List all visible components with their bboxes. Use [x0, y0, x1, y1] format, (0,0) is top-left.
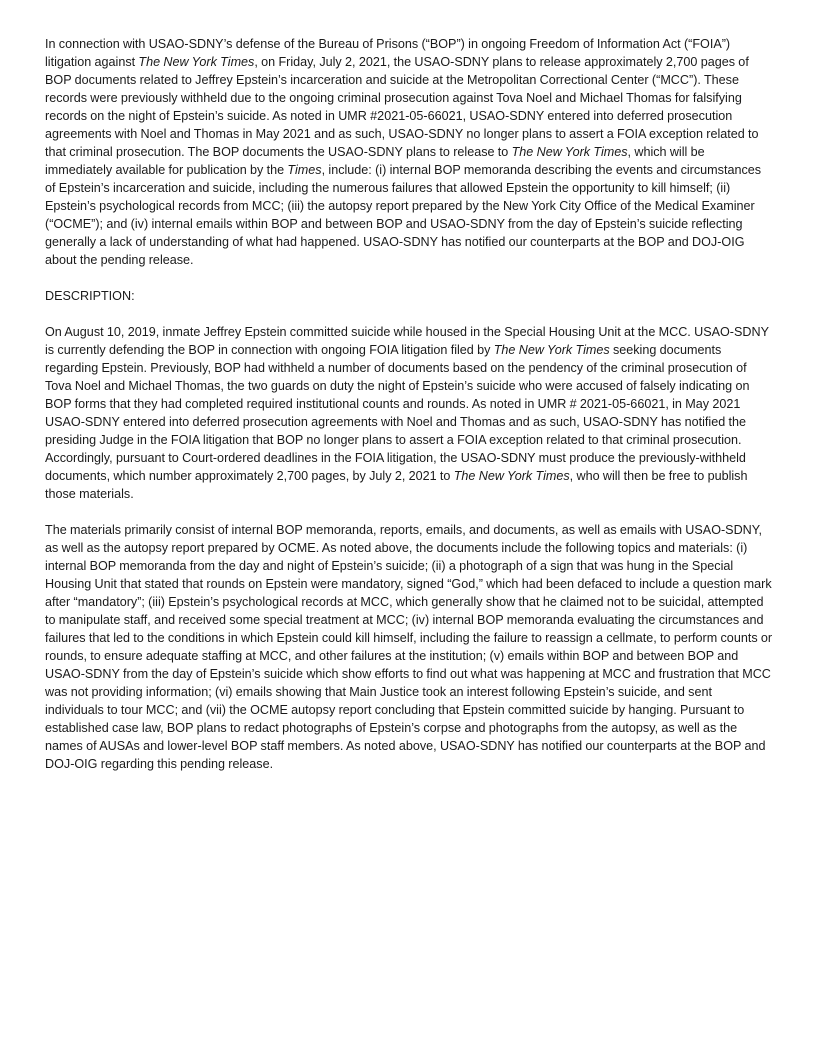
paragraph-text: , who will then be free to publish those materials.	[45, 469, 748, 501]
italic-title-text: Times	[287, 163, 322, 177]
paragraph-text: , on Friday, July 2, 2021, the USAO-SDNY plans to release approximately 2,700 pages of BOP documents related to Jeffrey Epstein’s incarceration and suicide at the Metropolitan Correctional Center (“MCC”). These records were previously withheld due to the ongoing criminal prosecution against Tova Noel and Michael Thomas for falsifying records on the night of Epstein’s suicide. As noted in UMR #2021-05-66021, USAO-SDNY entered into deferred prosecution agreements with Noel and Thomas in May 2021 and as such, USAO-SDNY no longer plans to assert a FOIA exception related to that criminal prosecution. The BOP documents the USAO-SDNY plans to release to	[45, 55, 759, 159]
paragraph-text: In connection with USAO-SDNY’s defense of the Bureau of Prisons (“BOP”) in ongoing Freedom of Information Act (“FOIA”) litigation against	[45, 37, 731, 69]
paragraph-text: , which will be immediately available for publication by the	[45, 145, 705, 177]
intro-paragraph	[45, 35, 773, 269]
paragraph-text: , include: (i) internal BOP memoranda describing the events and circumstances of Epstein’s incarceration and suicide, including the numerous failures that allowed Epstein the opportunity to kill himself; (ii) Epstein’s psychological records from MCC; (iii) the autopsy report prepared by the New York City Office of the Medical Examiner (“OCME”); and (iv) internal emails within BOP and between BOP and USAO-SDNY from the day of Epstein’s suicide reflecting generally a lack of understanding of what had happened. USAO-SDNY has notified our counterparts at the BOP and DOJ-OIG about the pending release.	[45, 163, 762, 267]
italic-title-text: The New York Times	[453, 469, 570, 483]
paragraph-text: On August 10, 2019, inmate Jeffrey Epstein committed suicide while housed in the Special Housing Unit at the MCC. USAO-SDNY is currently defending the BOP in connection with ongoing FOIA litigation filed by	[45, 325, 769, 357]
description-paragraph	[45, 323, 773, 503]
paragraph-text: seeking documents regarding Epstein. Previously, BOP had withheld a number of documents based on the pendency of the criminal prosecution of Tova Noel and Michael Thomas, the two guards on duty the night of Epstein’s suicide who were accused of falsely indicating on BOP forms that they had completed required institutional counts and rounds. As noted in UMR # 2021-05-66021, in May 2021 USAO-SDNY entered into deferred prosecution agreements with Noel and Thomas and as such, USAO-SDNY has notified the presiding Judge in the FOIA litigation that BOP no longer plans to assert a FOIA exception related to that criminal prosecution. Accordingly, pursuant to Court-ordered deadlines in the FOIA litigation, the USAO-SDNY must produce the previously-withheld documents, which number approximately 2,700 pages, by July 2, 2021 to	[45, 343, 750, 483]
italic-title-text: The New York Times	[511, 145, 628, 159]
materials-paragraph	[45, 521, 773, 773]
italic-title-text: The New York Times	[138, 55, 255, 69]
paragraph-text: The materials primarily consist of internal BOP memoranda, reports, emails, and documents, as well as emails with USAO-SDNY, as well as the autopsy report prepared by OCME. As noted above, the documents include the following topics and materials: (i) internal BOP memoranda from the day and night of Epstein’s suicide; (ii) a photograph of a sign that was hung in the Special Housing Unit that stated that rounds on Epstein were mandatory, signed “God,” which had been defaced to include a question mark after “mandatory”; (iii) Epstein’s psychological records at MCC, which generally show that he claimed not to be suicidal, attempted to manipulate staff, and received some special treatment at MCC; (iv) internal BOP memoranda evaluating the circumstances and failures that led to the conditions in which Epstein could kill himself, including the failure to reassign a cellmate, to perform counts or rounds, to ensure adequate staffing at MCC, and other failures at the institution; (v) emails within BOP and between BOP and USAO-SDNY from the day of Epstein’s suicide which show efforts to find out what was happening at MCC and frustration that MCC was not providing information; (vi) emails showing that Main Justice took an interest following Epstein’s suicide, and sent individuals to tour MCC; and (vii) the OCME autopsy report concluding that Epstein committed suicide by hanging. Pursuant to established case law, BOP plans to redact photographs of Epstein’s corpse and photographs from the autopsy, as well as the names of AUSAs and lower-level BOP staff members. As noted above, USAO-SDNY has notified our counterparts at the BOP and DOJ-OIG regarding this pending release.	[45, 523, 773, 771]
description-heading: DESCRIPTION:	[45, 289, 135, 303]
italic-title-text: The New York Times	[493, 343, 610, 357]
document-page	[45, 35, 773, 791]
